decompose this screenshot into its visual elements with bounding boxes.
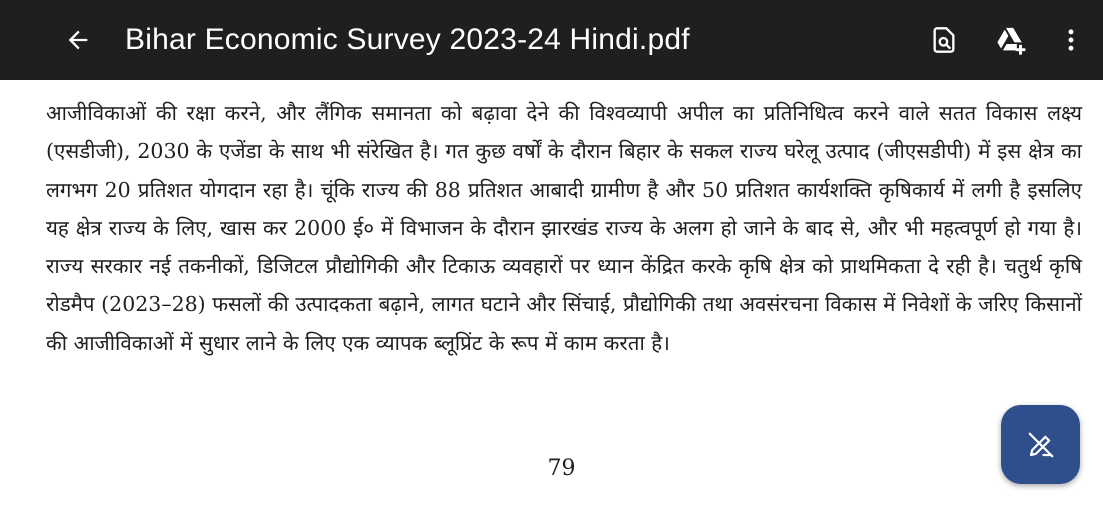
drive-add-icon [995,25,1029,55]
top-app-bar [0,0,1103,80]
more-vertical-icon [1057,26,1085,54]
document-title: Bihar Economic Survey 2023-24 Hindi.pdf [125,23,690,56]
back-button[interactable] [52,16,104,64]
pdf-page-view[interactable] [0,80,1103,507]
more-options-button[interactable] [1047,16,1095,64]
add-to-drive-button[interactable] [988,16,1036,64]
document-paragraph: आजीविकाओं की रक्षा करने, और लैंगिक समानता को बढ़ावा देने की विश्वव्यापी अपील का प्रतिनिधित्व करने वाले सतत विकास लक्ष्य (एसडीजी), 2030 के एजेंडा के साथ भी संरेखित है। गत कुछ वर्षों के दौरान बिहार के सकल राज्य घरेलू उत्पाद (जीएसडीपी) में इस क्षेत्र का लगभग 20 प्रतिशत योगदान रहा है। चूंकि राज्य की 88 प्रतिशत आबादी ग्रामीण है और 50 प्रतिशत कार्यशक्ति कृषिकार्य में लगी है इसलिए यह क्षेत्र राज्य के लिए, खास कर 2000 ई० में विभाजन के दौरान झारखंड राज्य के अलग हो जाने के बाद से, और भी महत्वपूर्ण हो गया है। राज्य सरकार नई तकनीकों, डिजिटल प्रौद्योगिकी और टिकाऊ व्यवहारों पर ध्यान केंद्रित करके कृषि क्षेत्र को प्राथमिकता दे रही है। चतुर्थ कृषि रोडमैप (2023–28) फसलों की उत्पादकता बढ़ाने, लागत घटाने और सिंचाई, प्रौद्योगिकी तथा अवसंरचना विकास में निवेशों के जरिए किसानों की आजीविकाओं में सुधार लाने के लिए एक व्यापक ब्लूप्रिंट के रूप में काम करता है। [46,101,1082,355]
edit-pen-icon [1026,430,1056,460]
page-number: 79 [547,456,576,481]
annotate-fab-button[interactable] [1001,405,1080,484]
search-in-document-button[interactable] [920,16,968,64]
document-search-icon [930,26,958,54]
arrow-left-icon [64,26,92,54]
